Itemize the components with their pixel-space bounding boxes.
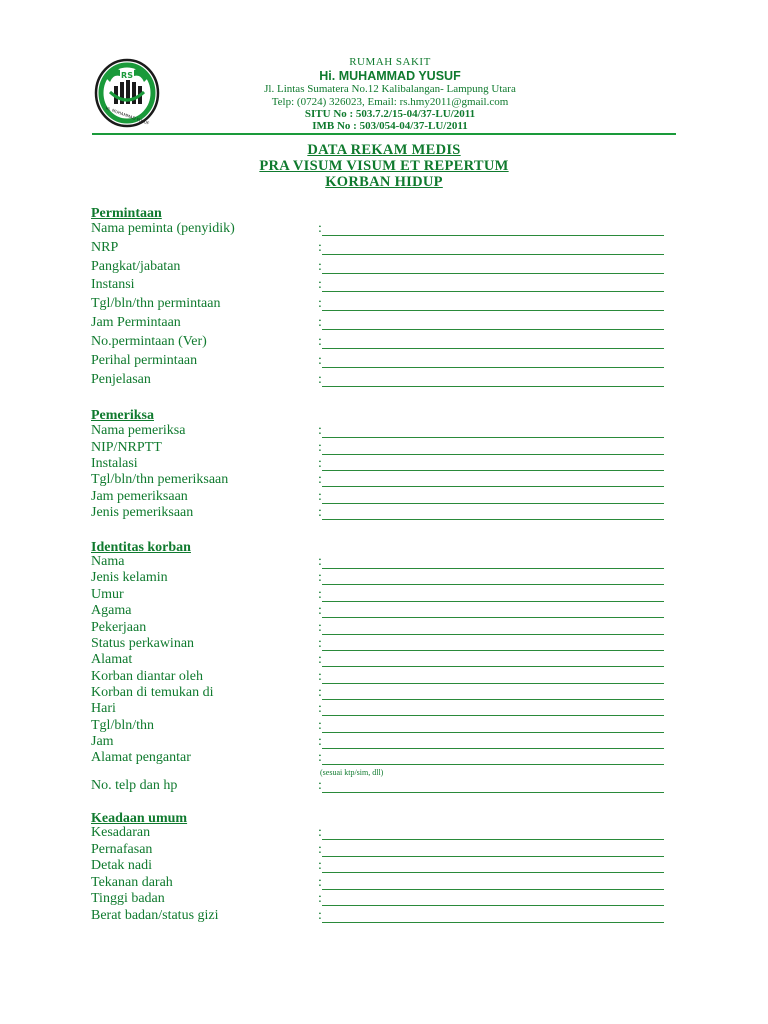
field-row-permintaan [91, 276, 691, 294]
hospital-type: RUMAH SAKIT [349, 56, 431, 68]
field-label: Instansi [91, 277, 135, 292]
field-colon: : [318, 423, 322, 438]
field-colon: : [318, 570, 322, 585]
field-colon: : [318, 825, 322, 840]
field-label: Hari [91, 701, 116, 716]
field-colon: : [318, 620, 322, 635]
field-colon: : [318, 685, 322, 700]
field-colon: : [318, 315, 322, 330]
section-pemeriksa-heading: Pemeriksa [91, 408, 154, 423]
field-label: Agama [91, 603, 132, 618]
field-colon: : [318, 505, 322, 520]
field-colon: : [318, 554, 322, 569]
field-row-permintaan [91, 333, 691, 351]
field-colon: : [318, 587, 322, 602]
field-label: NIP/NRPTT [91, 440, 162, 455]
field-label: Umur [91, 587, 124, 602]
field-row-permintaan [91, 295, 691, 313]
field-colon: : [318, 372, 322, 387]
field-blank-line[interactable] [322, 839, 664, 840]
field-row-identitas [91, 777, 691, 795]
field-colon: : [318, 718, 322, 733]
field-row-keadaan [91, 890, 691, 908]
field-row-keadaan [91, 824, 691, 842]
field-blank-line[interactable] [322, 617, 664, 618]
doc-title-2: PRA VISUM VISUM ET REPERTUM [259, 158, 509, 174]
field-colon: : [318, 908, 322, 923]
field-label: Tgl/bln/thn pemeriksaan [91, 472, 229, 487]
field-label: Pekerjaan [91, 620, 147, 635]
doc-title-3: KORBAN HIDUP [325, 174, 443, 190]
field-label: Jenis kelamin [91, 570, 168, 585]
field-label: No.permintaan (Ver) [91, 334, 207, 349]
field-row-permintaan [91, 239, 691, 257]
field-row-pemeriksa [91, 422, 691, 440]
field-blank-line[interactable] [322, 329, 664, 330]
field-row-identitas [91, 569, 691, 587]
field-label: Tinggi badan [91, 891, 165, 906]
field-blank-line[interactable] [322, 792, 664, 793]
field-colon: : [318, 858, 322, 873]
field-row-permintaan [91, 371, 691, 389]
field-label: Jam Permintaan [91, 315, 181, 330]
field-blank-line[interactable] [322, 715, 664, 716]
field-colon: : [318, 296, 322, 311]
field-label: Alamat [91, 652, 133, 667]
field-row-permintaan [91, 220, 691, 238]
field-label: Jenis pemeriksaan [91, 505, 194, 520]
field-blank-line[interactable] [322, 437, 664, 438]
field-blank-line[interactable] [322, 291, 664, 292]
field-label: Korban di temukan di [91, 685, 214, 700]
field-colon: : [318, 277, 322, 292]
address-note: (sesuai ktp/sim, dll) [320, 768, 384, 777]
logo-ring-text: Hi. MUHAMMAD YUSUF [105, 105, 150, 126]
field-label: Tgl/bln/thn [91, 718, 154, 733]
field-label: Jam pemeriksaan [91, 489, 188, 504]
field-row-identitas [91, 749, 691, 767]
imb-number: IMB No : 503/054-04/37-LU/2011 [312, 120, 468, 132]
field-blank-line[interactable] [322, 273, 664, 274]
field-label: Berat badan/status gizi [91, 908, 219, 923]
hospital-name: Hi. MUHAMMAD YUSUF [319, 69, 461, 83]
field-row-permintaan [91, 352, 691, 370]
field-blank-line[interactable] [322, 235, 664, 236]
field-label: Tgl/bln/thn permintaan [91, 296, 221, 311]
doc-title-1: DATA REKAM MEDIS [307, 142, 461, 158]
field-label: Tekanan darah [91, 875, 173, 890]
field-colon: : [318, 636, 322, 651]
section-keadaan-heading: Keadaan umum [91, 811, 188, 826]
field-row-permintaan [91, 258, 691, 276]
field-colon: : [318, 778, 322, 793]
header-divider [92, 133, 676, 135]
logo-rs-text: RS [121, 71, 133, 80]
field-label: NRP [91, 240, 119, 255]
section-permintaan-heading: Permintaan [91, 206, 162, 221]
field-label: Nama pemeriksa [91, 423, 186, 438]
field-blank-line[interactable] [322, 584, 664, 585]
field-row-permintaan [91, 314, 691, 332]
field-blank-line[interactable] [322, 922, 664, 923]
field-row-keadaan [91, 857, 691, 875]
field-row-pemeriksa [91, 504, 691, 522]
field-label: No. telp dan hp [91, 778, 178, 793]
field-colon: : [318, 440, 322, 455]
field-blank-line[interactable] [322, 486, 664, 487]
field-colon: : [318, 842, 322, 857]
field-label: Jam [91, 734, 114, 749]
field-label: Alamat pengantar [91, 750, 191, 765]
field-label: Pernafasan [91, 842, 153, 857]
section-identitas-heading: Identitas korban [91, 540, 191, 555]
field-colon: : [318, 652, 322, 667]
field-blank-line[interactable] [322, 367, 664, 368]
field-colon: : [318, 240, 322, 255]
field-colon: : [318, 472, 322, 487]
field-colon: : [318, 750, 322, 765]
field-blank-line[interactable] [322, 254, 664, 255]
hospital-logo [94, 58, 160, 128]
field-label: Pangkat/jabatan [91, 259, 181, 274]
field-colon: : [318, 875, 322, 890]
situ-number: SITU No : 503.7.2/15-04/37-LU/2011 [304, 108, 476, 120]
field-label: Instalasi [91, 456, 138, 471]
field-colon: : [318, 603, 322, 618]
hospital-contact: Telp: (0724) 326023, Email: rs.hmy2011@gmail.com [271, 96, 509, 108]
field-label: Detak nadi [91, 858, 153, 873]
field-blank-line[interactable] [322, 872, 664, 873]
field-colon: : [318, 334, 322, 349]
field-row-identitas [91, 651, 691, 669]
field-colon: : [318, 259, 322, 274]
field-label: Korban diantar oleh [91, 669, 203, 684]
field-label: Status perkawinan [91, 636, 195, 651]
field-label: Penjelasan [91, 372, 151, 387]
field-blank-line[interactable] [322, 310, 664, 311]
hospital-address: Jl. Lintas Sumatera No.12 Kalibalangan- Lampung Utara [264, 83, 516, 95]
field-label: Nama peminta (penyidik) [91, 221, 235, 236]
field-colon: : [318, 489, 322, 504]
field-row-identitas [91, 700, 691, 718]
field-blank-line[interactable] [322, 905, 664, 906]
field-label: Perihal permintaan [91, 353, 198, 368]
field-colon: : [318, 669, 322, 684]
field-colon: : [318, 891, 322, 906]
field-label: Kesadaran [91, 825, 151, 840]
field-row-identitas [91, 602, 691, 620]
field-blank-line[interactable] [322, 764, 664, 765]
field-blank-line[interactable] [322, 666, 664, 667]
field-blank-line[interactable] [322, 348, 664, 349]
field-blank-line[interactable] [322, 386, 664, 387]
field-colon: : [318, 456, 322, 471]
field-blank-line[interactable] [322, 519, 664, 520]
field-colon: : [318, 353, 322, 368]
field-colon: : [318, 701, 322, 716]
field-row-keadaan [91, 907, 691, 925]
field-row-pemeriksa [91, 471, 691, 489]
field-label: Nama [91, 554, 125, 569]
field-colon: : [318, 734, 322, 749]
field-colon: : [318, 221, 322, 236]
